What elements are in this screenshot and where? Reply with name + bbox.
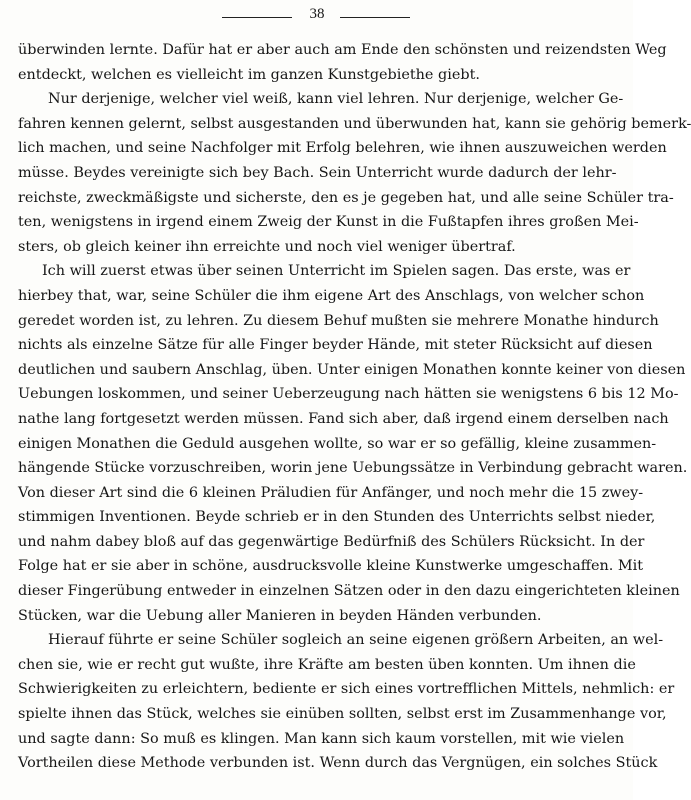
text-line: chen sie, wie er recht gut wußte, ihre Kräfte am besten üben konnten. Um ihnen die <box>18 656 636 673</box>
page-header <box>0 4 633 24</box>
text-line: spielte ihnen das Stück, welches sie einüben sollten, selbst erst im Zusammenhange vor, <box>18 706 667 723</box>
text-line: hängende Stücke vorzuschreiben, worin jene Uebungssätze in Verbindung gebracht waren. <box>18 460 688 477</box>
text-line: und nahm dabey bloß auf das gegenwärtige Bedürfniß des Schülers Rücksicht. In der <box>18 533 645 550</box>
text-line: Ich will zuerst etwas über seinen Unterricht im Spielen sagen. Das erste, was er <box>42 263 631 280</box>
text-line: überwinden lernte. Dafür hat er aber auch am Ende den schönsten und reizendsten Weg <box>18 42 667 58</box>
header-rule-right <box>340 17 410 18</box>
text-line: geredet worden ist, zu lehren. Zu diesem Behuf mußten sie mehrere Monathe hindurch <box>18 312 659 329</box>
text-line: entdeckt, welchen es vielleicht im ganzen Kunstgebiethe giebt. <box>18 66 480 83</box>
text-line: reichste, zweckmäßigste und sicherste, den es je gegeben hat, und alle seine Schüler tra- <box>18 189 674 206</box>
text-line: lich machen, und seine Nachfolger mit Erfolg belehren, wie ihnen auszuweichen werden <box>18 140 667 157</box>
text-line: Hierauf führte er seine Schüler sogleich an seine eigenen größern Arbeiten, an wel- <box>48 632 664 649</box>
text-line: und sagte dann: So muß es klingen. Man kann sich kaum vorstellen, mit wie vielen <box>18 730 625 747</box>
body-text <box>18 38 691 776</box>
text-line: dieser Fingerübung entweder in einzelnen Sätzen oder in den dazu eingerichteten kleinen <box>18 583 680 600</box>
text-line: Uebungen loskommen, und seiner Ueberzeugung nach hätten sie wenigstens 6 bis 12 Mo- <box>18 386 679 403</box>
text-line: müsse. Beydes vereinigte sich bey Bach. Sein Unterricht wurde dadurch der lehr- <box>18 164 617 181</box>
text-line: Folge hat er sie aber in schöne, ausdrucksvolle kleine Kunstwerke umgeschaffen. Mit <box>18 558 644 575</box>
text-line: Stücken, war die Uebung aller Manieren in beyden Händen verbunden. <box>18 607 542 624</box>
text-line: nichts als einzelne Sätze für alle Finger beyder Hände, mit steter Rücksicht auf diesen <box>18 337 653 354</box>
text-line: ten, wenigstens in irgend einem Zweig der Kunst in die Fußtapfen ihres großen Mei- <box>18 214 639 231</box>
header-rule-left <box>222 17 292 18</box>
text-line: fahren kennen gelernt, selbst ausgestanden und überwunden hat, kann sie gehörig bemerk- <box>18 115 691 132</box>
text-line: Nur derjenige, welcher viel weiß, kann viel lehren. Nur derjenige, welcher Ge- <box>48 91 624 108</box>
text-line: Von dieser Art sind die 6 kleinen Präludien für Anfänger, und noch mehr die 15 zwey- <box>18 484 644 501</box>
text-line: Vortheilen diese Methode verbunden ist. Wenn durch das Vergnügen, ein solches Stück <box>18 755 658 772</box>
text-line: deutlichen und saubern Anschlag, üben. Unter einigen Monathen konnte keiner von diesen <box>18 361 686 378</box>
text-line: Schwierigkeiten zu erleichtern, bediente er sich eines vortrefflichen Mittels, nehmlich: er <box>18 681 675 698</box>
page-number: 38 <box>309 6 325 22</box>
text-line: nathe lang fortgesetzt werden müssen. Fand sich aber, daß irgend einem derselben nach <box>18 410 669 427</box>
text-line: hierbey that, war, seine Schüler die ihm eigene Art des Anschlags, von welcher schon <box>18 287 645 304</box>
text-line: sters, ob gleich keiner ihn erreichte und noch viel weniger übertraf. <box>18 238 516 255</box>
text-line: stimmigen Inventionen. Beyde schrieb er in den Stunden des Unterrichts selbst nieder, <box>18 509 656 526</box>
text-line: einigen Monathen die Geduld ausgehen wollte, so war er so gefällig, kleine zusammen- <box>18 435 657 452</box>
